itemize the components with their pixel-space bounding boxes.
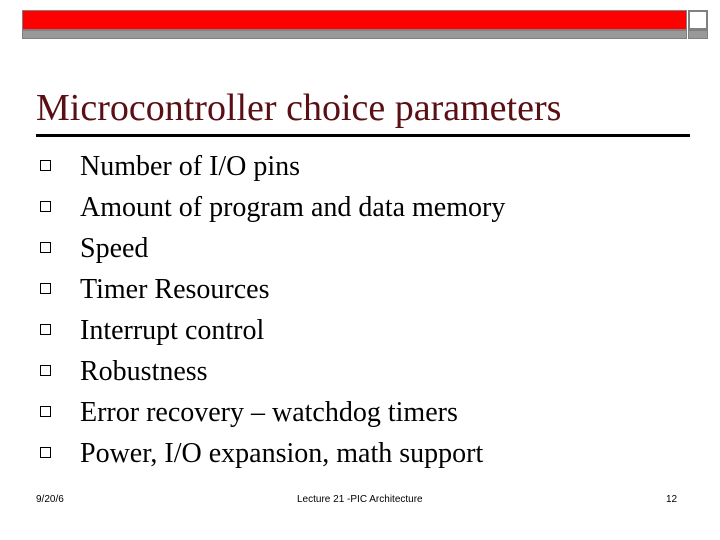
footer-date: 9/20/6 (36, 494, 64, 505)
square-bullet-icon (40, 283, 51, 294)
bullet-text: Amount of program and data memory (80, 192, 506, 223)
square-bullet-icon (40, 201, 51, 212)
corner-square-lower (688, 30, 708, 39)
square-bullet-icon (40, 365, 51, 376)
bullet-text: Timer Resources (80, 274, 270, 305)
bullet-text: Error recovery – watchdog timers (80, 397, 458, 428)
square-bullet-icon (40, 324, 51, 335)
square-bullet-icon (40, 406, 51, 417)
corner-square (688, 10, 708, 30)
square-bullet-icon (40, 160, 51, 171)
bullet-text: Power, I/O expansion, math support (80, 438, 484, 469)
square-bullet-icon (40, 447, 51, 458)
square-bullet-icon (40, 242, 51, 253)
footer-lecture-title: Lecture 21 -PIC Architecture (297, 494, 423, 505)
gray-strip (22, 30, 687, 39)
title-underline (36, 134, 690, 137)
top-decorative-bar (22, 10, 712, 40)
bullet-text: Interrupt control (80, 315, 265, 346)
page-number: 12 (666, 494, 678, 505)
bullet-text: Speed (80, 233, 149, 264)
red-banner (22, 10, 687, 30)
slide-title: Microcontroller choice parameters (36, 87, 562, 129)
bullet-text: Number of I/O pins (80, 151, 301, 182)
bullet-text: Robustness (80, 356, 208, 387)
